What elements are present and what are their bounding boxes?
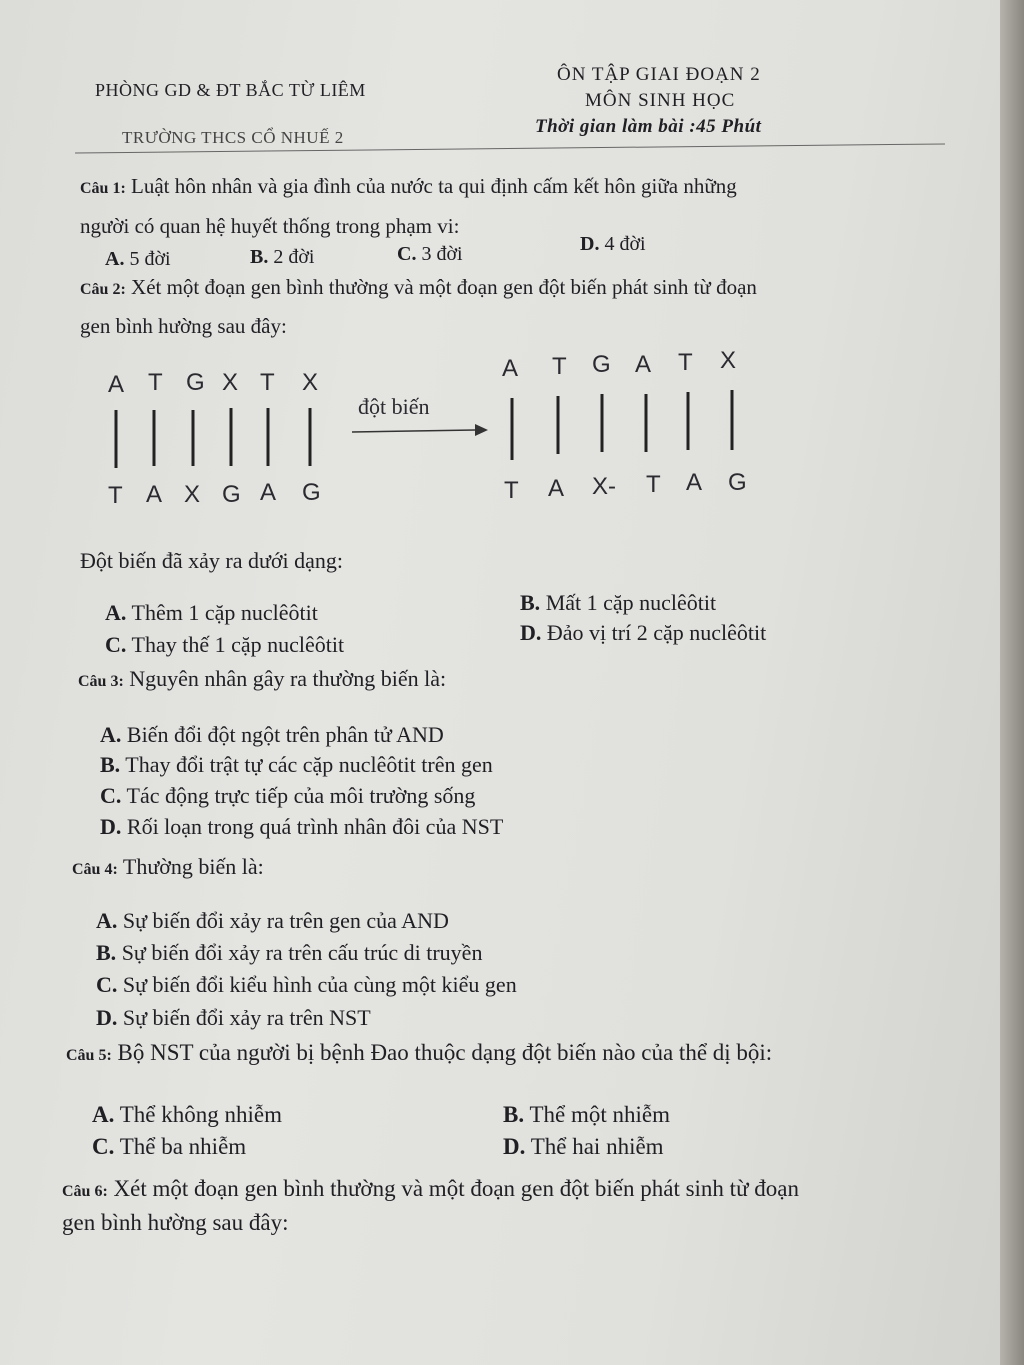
question-3 xyxy=(78,666,446,692)
question-number: Câu 6: xyxy=(62,1183,108,1200)
q5-option-d[interactable]: D. Thể hai nhiễm xyxy=(503,1134,664,1159)
normal-bottom-1: T xyxy=(108,482,123,509)
q4-option-b[interactable]: B. Sự biến đổi xảy ra trên cấu trúc di truyền xyxy=(96,940,483,965)
question-text: Luật hôn nhân và gia đình của nước ta qui định cấm kết hôn giữa những xyxy=(131,174,737,198)
question-4 xyxy=(72,854,264,880)
q2-option-c[interactable]: C. Thay thế 1 cặp nuclêôtit xyxy=(105,632,345,657)
q4-option-a[interactable]: A. Sự biến đổi xảy ra trên gen của AND xyxy=(96,908,449,933)
exam-title: ÔN TẬP GIAI ĐOẠN 2 xyxy=(557,64,761,85)
subject-title: MÔN SINH HỌC xyxy=(585,90,736,111)
q4-option-d[interactable]: D. Sự biến đổi xảy ra trên NST xyxy=(96,1005,371,1030)
mutant-bottom-5: A xyxy=(686,469,703,496)
q3-option-d[interactable]: D. Rối loạn trong quá trình nhân đôi của NST xyxy=(100,814,504,839)
question-text: Bộ NST của người bị bệnh Đao thuộc dạng đột biến nào của thể dị bội: xyxy=(117,1040,773,1065)
gene-mutation-diagram xyxy=(90,340,790,520)
q3-option-b[interactable]: B. Thay đổi trật tự các cặp nuclêôtit trên gen xyxy=(100,752,493,777)
q1-option-b[interactable]: B. 2 đời xyxy=(250,246,315,268)
department-name: PHÒNG GD & ĐT BẮC TỪ LIÊM xyxy=(95,80,366,100)
question-number: Câu 4: xyxy=(72,861,118,878)
mutant-gene xyxy=(502,347,747,504)
q1-option-d[interactable]: D. 4 đời xyxy=(580,233,646,255)
question-text: Xét một đoạn gen bình thường và một đoạn gen đột biến phát sinh từ đoạn xyxy=(113,1176,799,1201)
normal-top-2: T xyxy=(148,369,163,396)
q2-option-a[interactable]: A. Thêm 1 cặp nuclêôtit xyxy=(105,600,318,625)
question-6 xyxy=(62,1176,799,1202)
question-number: Câu 1: xyxy=(80,180,126,197)
question-5 xyxy=(66,1040,772,1066)
q2-option-d[interactable]: D. Đảo vị trí 2 cặp nuclêôtit xyxy=(520,620,767,645)
normal-bottom-6: G xyxy=(302,479,321,506)
mutant-top-3: G xyxy=(592,351,611,378)
mutant-top-1: A xyxy=(502,355,519,382)
mutation-arrow xyxy=(352,394,488,436)
question-number: Câu 3: xyxy=(78,673,124,690)
normal-bottom-5: A xyxy=(260,479,277,506)
school-name: TRƯỜNG THCS CỔ NHUẾ 2 xyxy=(122,128,344,147)
question-1-line-2: người có quan hệ huyết thống trong phạm vi: xyxy=(80,214,460,238)
question-1 xyxy=(80,174,737,199)
q1-option-c[interactable]: C. 3 đời xyxy=(397,243,463,265)
question-number: Câu 5: xyxy=(66,1047,112,1064)
question-2 xyxy=(80,275,757,300)
background-edge xyxy=(1000,0,1024,1365)
exam-time: Thời gian làm bài :45 Phút xyxy=(535,116,762,137)
question-text: Thường biến là: xyxy=(122,854,264,879)
normal-bottom-2: A xyxy=(146,481,163,508)
mutant-bottom-3: X- xyxy=(592,473,616,500)
question-number: Câu 2: xyxy=(80,281,126,298)
mutant-top-5: T xyxy=(678,349,693,376)
mutant-top-2: T xyxy=(552,353,567,380)
normal-gene xyxy=(108,369,321,509)
normal-top-5: T xyxy=(260,369,275,396)
q5-option-a[interactable]: A. Thể không nhiễm xyxy=(92,1102,282,1127)
question-text: Xét một đoạn gen bình thường và một đoạn gen đột biến phát sinh từ đoạn xyxy=(131,275,757,299)
q1-option-a[interactable]: A. 5 đời xyxy=(105,248,171,270)
question-6-line-2: gen bình hường sau đây: xyxy=(62,1210,289,1235)
question-2-line-2: gen bình hường sau đây: xyxy=(80,314,287,338)
question-2-prompt: Đột biến đã xảy ra dưới dạng: xyxy=(80,548,344,573)
q2-option-b[interactable]: B. Mất 1 cặp nuclêôtit xyxy=(520,590,717,615)
q3-option-a[interactable]: A. Biến đổi đột ngột trên phân tử AND xyxy=(100,722,444,747)
normal-top-1: A xyxy=(108,371,125,398)
q5-option-b[interactable]: B. Thể một nhiễm xyxy=(503,1102,670,1127)
mutant-bottom-6: G xyxy=(728,469,747,496)
arrow-shaft xyxy=(352,430,475,432)
normal-top-4: X xyxy=(222,369,239,396)
q4-option-c[interactable]: C. Sự biến đổi kiểu hình của cùng một kiểu gen xyxy=(96,972,517,997)
q5-option-c[interactable]: C. Thể ba nhiễm xyxy=(92,1134,247,1159)
mutant-bottom-1: T xyxy=(504,477,519,504)
question-text: Nguyên nhân gây ra thường biến là: xyxy=(129,666,447,691)
normal-bottom-3: X xyxy=(184,481,201,508)
q3-option-c[interactable]: C. Tác động trực tiếp của môi trường sống xyxy=(100,783,476,808)
mutant-bottom-2: A xyxy=(548,475,565,502)
arrow-head-icon xyxy=(475,424,488,436)
normal-top-3: G xyxy=(186,369,205,396)
normal-top-6: X xyxy=(302,369,319,396)
mutant-top-6: X xyxy=(720,347,737,374)
mutant-top-4: A xyxy=(635,351,652,378)
arrow-label: đột biến xyxy=(358,394,430,419)
mutant-bottom-4: T xyxy=(646,471,661,498)
normal-bottom-4: G xyxy=(222,481,241,508)
